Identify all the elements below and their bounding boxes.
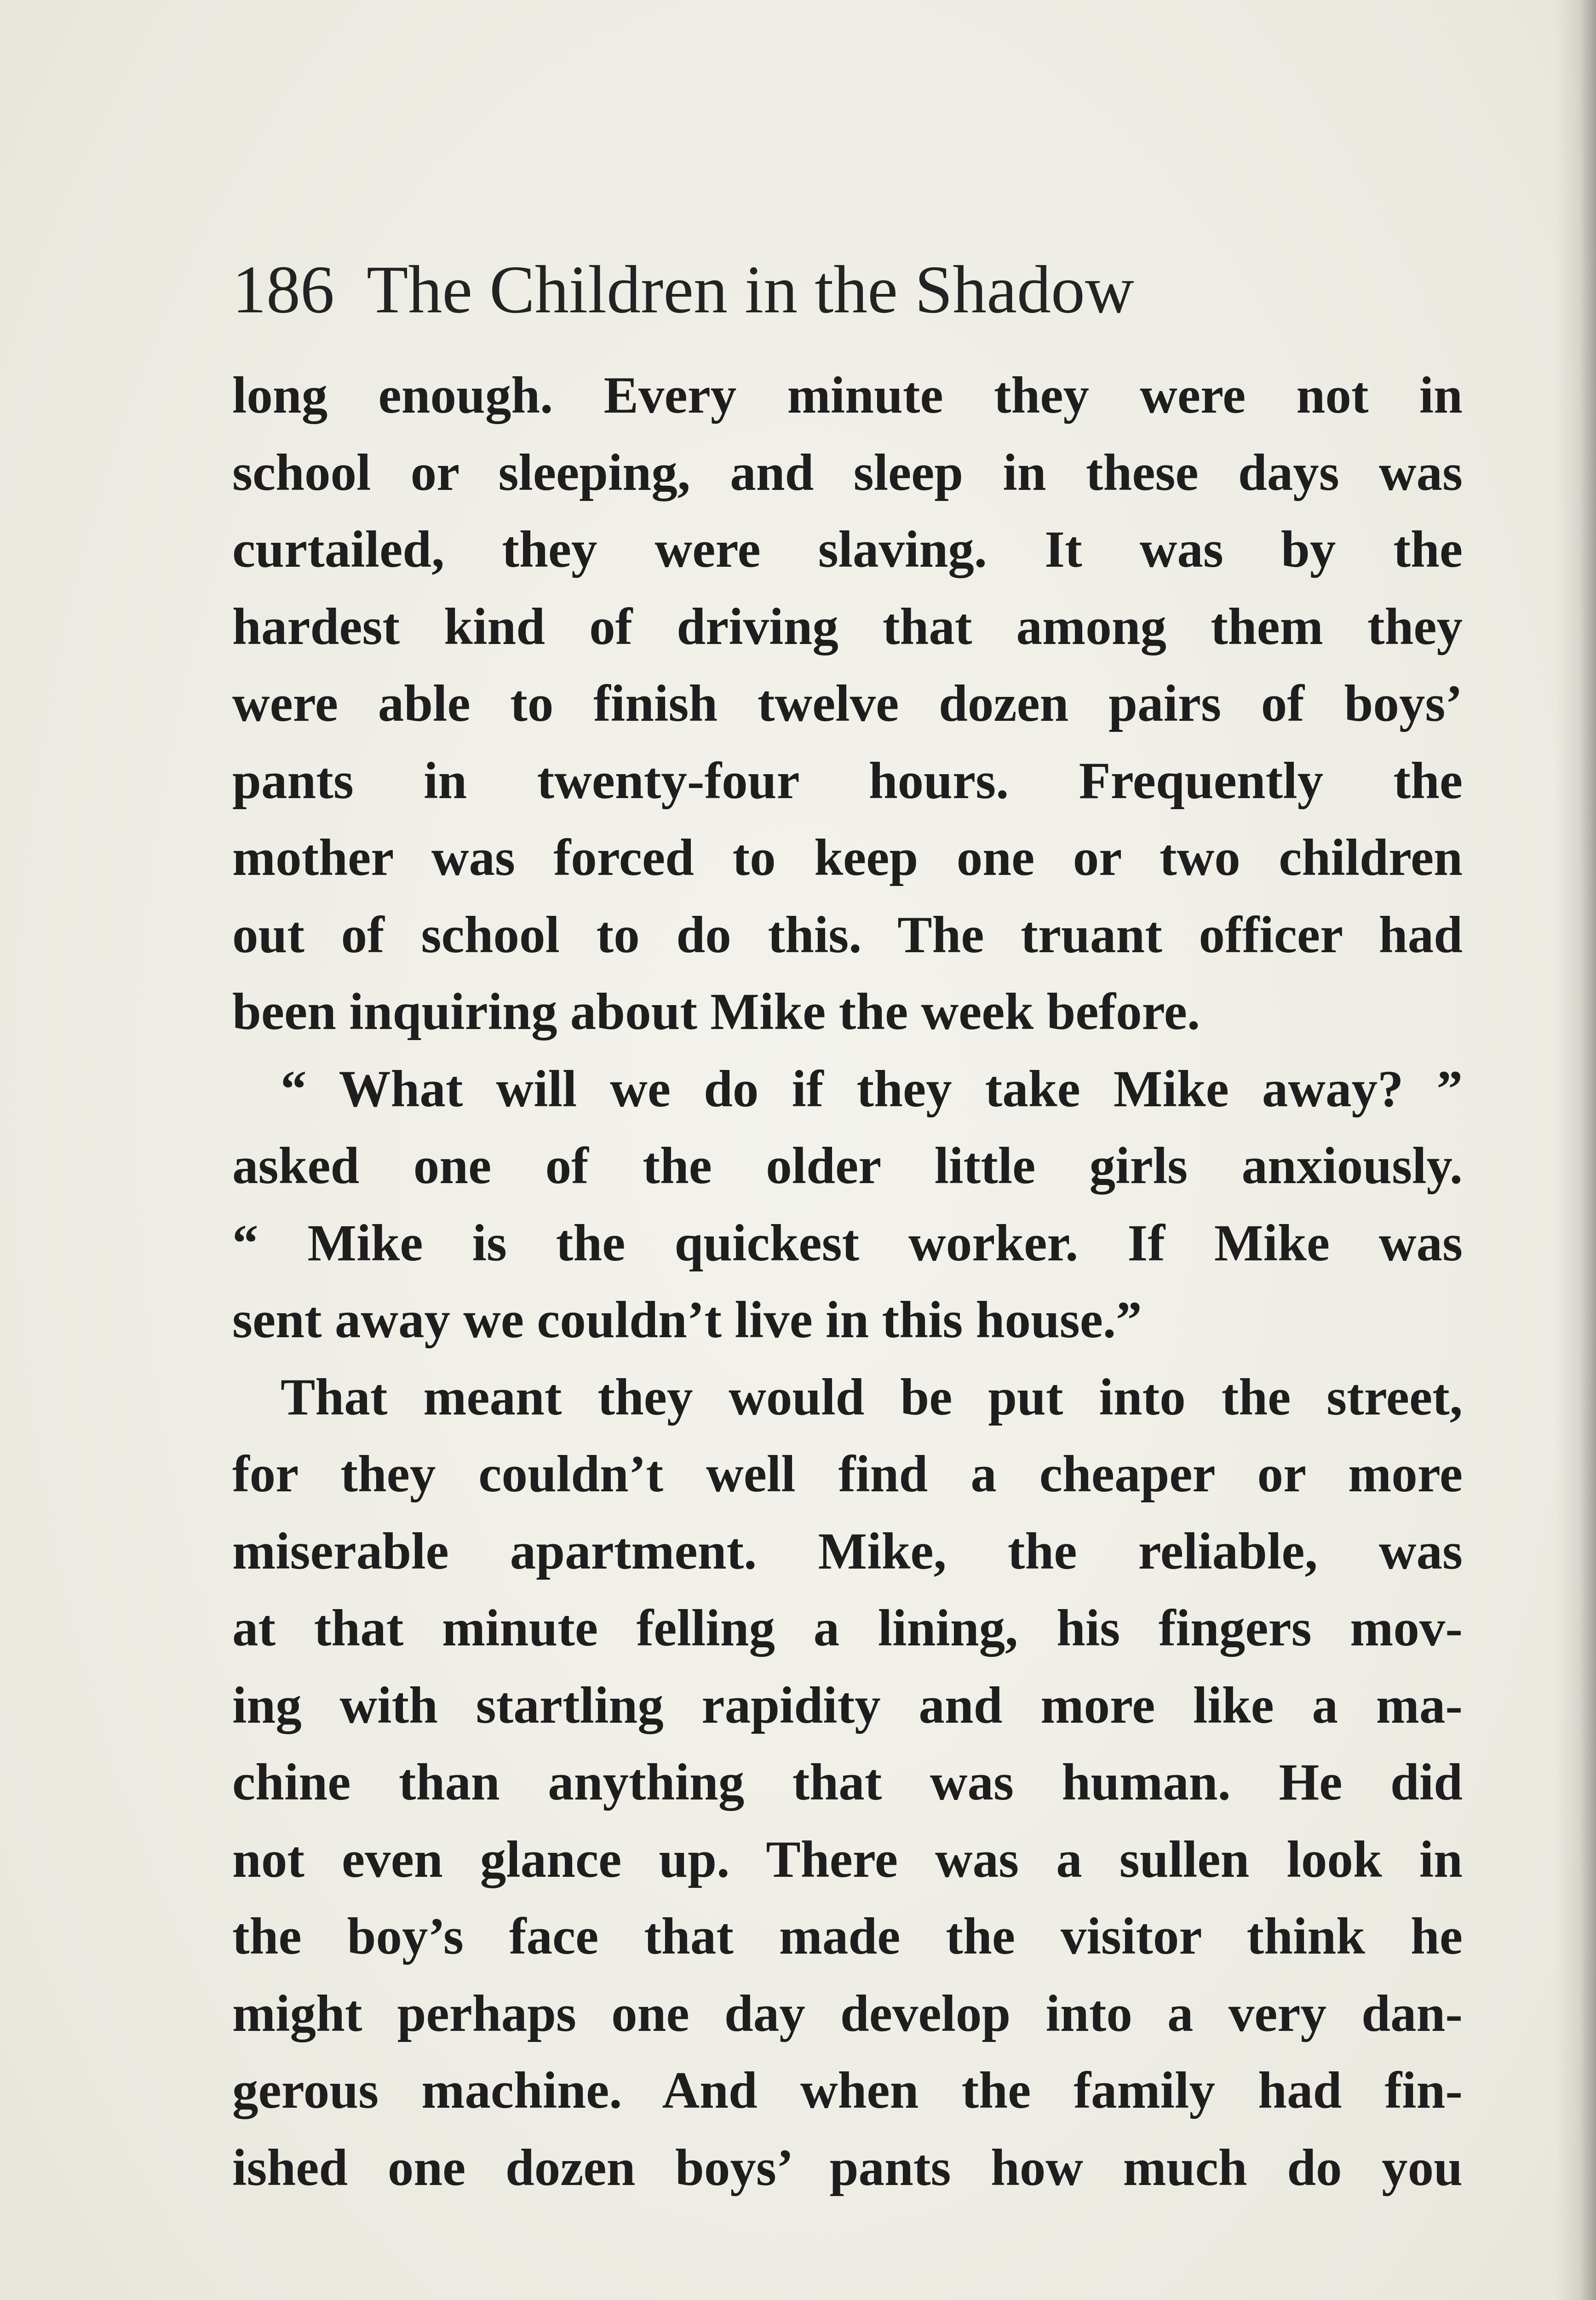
- text-line: ished one dozen boys’ pants how much do you: [232, 2139, 1463, 2196]
- text-line: not even glance up. There was a sullen look in: [232, 1830, 1463, 1888]
- text-line: sent away we couldn’t live in this house.”: [232, 1291, 1142, 1349]
- text-line: might perhaps one day develop into a very dan-: [232, 1984, 1463, 2042]
- page-edge-shadow: [1555, 0, 1596, 2300]
- running-head: [232, 244, 1336, 336]
- text-line: were able to finish twelve dozen pairs of boys’: [232, 675, 1463, 732]
- text-line: That meant they would be put into the street,: [281, 1368, 1463, 1426]
- text-line: mother was forced to keep one or two children: [232, 829, 1463, 886]
- text-line: long enough. Every minute they were not in: [232, 367, 1463, 424]
- text-line: ing with startling rapidity and more like a ma-: [232, 1676, 1463, 1734]
- text-line: pants in twenty-four hours. Frequently the: [232, 752, 1463, 810]
- running-title: The Children in the Shadow: [367, 252, 1134, 328]
- page-number: 186: [232, 252, 334, 328]
- text-line: hardest kind of driving that among them they: [232, 598, 1463, 656]
- text-line: been inquiring about Mike the week before.: [232, 983, 1200, 1041]
- text-line: the boy’s face that made the visitor think he: [232, 1908, 1463, 1965]
- text-line: gerous machine. And when the family had fin-: [232, 2062, 1463, 2119]
- body-text: [232, 357, 1463, 2206]
- text-line: chine than anything that was human. He did: [232, 1754, 1463, 1811]
- text-line: “ Mike is the quickest worker. If Mike was: [232, 1214, 1463, 1272]
- text-line: curtailed, they were slaving. It was by the: [232, 521, 1463, 578]
- text-line: asked one of the older little girls anxiously.: [232, 1137, 1463, 1195]
- text-line: miserable apartment. Mike, the reliable, was: [232, 1522, 1463, 1580]
- text-line: “ What will we do if they take Mike away? ”: [281, 1060, 1463, 1118]
- text-line: for they couldn’t well find a cheaper or more: [232, 1445, 1463, 1503]
- text-line: school or sleeping, and sleep in these days was: [232, 443, 1463, 501]
- text-line: at that minute felling a lining, his fingers mov-: [232, 1599, 1463, 1657]
- text-line: out of school to do this. The truant officer had: [232, 906, 1463, 964]
